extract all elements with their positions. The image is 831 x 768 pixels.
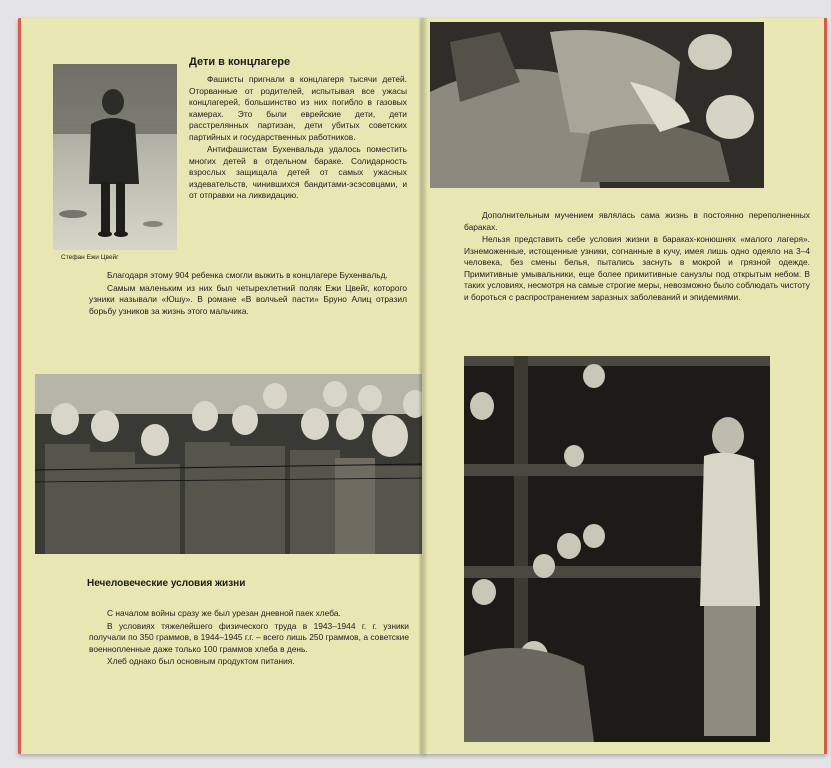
photo-caption: Стефан Ежи Цвейг xyxy=(61,254,119,261)
paragraph: Дополнительным мучением являлась сама жизнь в постоянно переполненных бараках. xyxy=(464,210,810,232)
paragraph: С началом войны сразу же был урезан дневной паек хлеба. xyxy=(107,608,341,618)
section2-body xyxy=(89,608,409,669)
barracks-prisoners-photo xyxy=(464,356,770,742)
paragraph: В условиях тяжелейшего физического труда в 1943–1944 г. г. узники получали по 350 граммов, в 1944–1945 г.г. – всего лишь 250 граммов, а советские военнопленные даже только 100 граммов хлеба в день. xyxy=(89,620,409,654)
section1-body-bottom xyxy=(89,270,407,318)
right-page xyxy=(422,18,827,754)
prisoners-lying-photo xyxy=(430,22,764,188)
paragraph: Благодаря этому 904 ребенка смогли выжить в концлагере Бухенвальд. xyxy=(107,270,388,280)
paragraph: Хлеб однако был основным продуктом питания. xyxy=(107,656,295,666)
paragraph: Фашисты пригнали в концлагеря тысячи детей. Оторванные от родителей, испытывая все ужасы концлагерей, большинство из них погибло в газовых камерах. Это были еврейские дети, дети расстрелянных партизан, дети убитых советских партийных и государственных работников. xyxy=(189,74,407,142)
booklet-spread xyxy=(18,18,824,754)
boy-portrait-photo xyxy=(53,64,177,250)
section-title-conditions: Нечеловеческие условия жизни xyxy=(87,578,246,589)
right-body xyxy=(464,210,810,304)
paragraph: Нельзя представить себе условия жизни в бараках-конюшнях «малого лагеря». Изнеможенные, истощенные узники, согнанные в кучу, имея лишь одно одеяло на 3–4 человека, без смены белья, пытались заснуть в мокрой и грязной одежде. Примитивные умывальники, еще более примитивные санузлы под открытым небом. В таких условиях, несмотря на самые строгие меры, невозможно было соблюдать чистоту и бороться с распространением заразных заболеваний и эпидемиями. xyxy=(464,234,810,302)
paragraph: Самым маленьким из них был четырехлетний поляк Ежи Цвейг, которого узники называли «Юшу». В романе «В волчьей пасти» Бруно Алиц отразил борьбу узников за жизнь этого мальчика. xyxy=(89,282,407,316)
paragraph: Антифашистам Бухенвальда удалось поместить многих детей в отдельном бараке. Солидарность взрослых защищала детей от самых ужасных издевательств, чинившихся бандитами-эсэсовцами, и от отправки на ликвидацию. xyxy=(189,144,407,200)
booklet-spine xyxy=(418,18,428,754)
section-title-children: Дети в концлагере xyxy=(189,56,291,68)
children-group-photo xyxy=(35,374,425,554)
left-page xyxy=(18,18,425,754)
section1-body-top xyxy=(189,74,407,203)
